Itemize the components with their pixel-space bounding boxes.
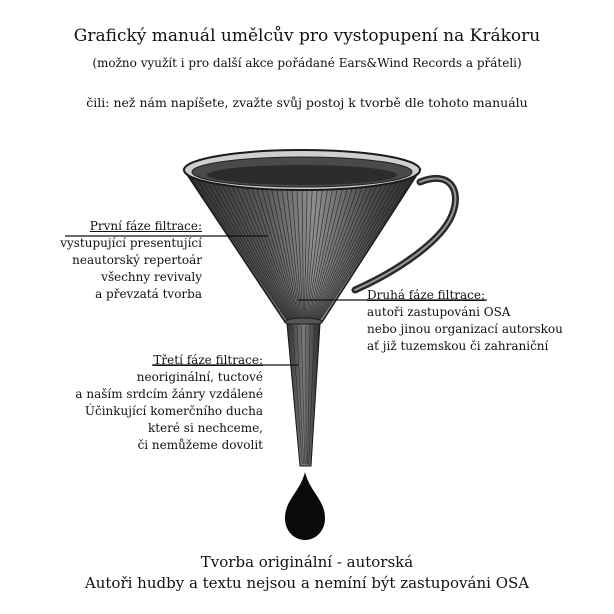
phase3-heading: Třetí fáze filtrace: <box>153 353 263 367</box>
phase3-line: které si nechceme, <box>147 421 263 435</box>
phase3-line: Účinkující komerčního ducha <box>84 404 263 418</box>
phase2-line: nebo jinou organizací autorskou <box>367 322 563 336</box>
phase1-line: neautorský repertoár <box>72 253 202 267</box>
phase3-line: či nemůžeme dovolit <box>137 438 263 452</box>
phase1-line: a převzatá tvorba <box>95 287 202 301</box>
phase3-line: a naším srdcím žánry vzdálené <box>75 387 263 401</box>
phase2-line: autoři zastupováni OSA <box>367 305 511 319</box>
footer-line2: Autoři hudby a textu nejsou a nemíní být zastupováni OSA <box>84 574 530 592</box>
phase2-label <box>367 287 563 355</box>
phase1-heading: První fáze filtrace: <box>89 219 202 233</box>
subtitle: (možno využít i pro další akce pořádané Ears&Wind Records a přáteli) <box>92 56 522 70</box>
phase1-line: vystupující presentující <box>60 236 202 250</box>
page-title: Grafický manuál umělcův pro vystopupení na Krákoru <box>73 26 541 46</box>
footer-line1: Tvorba originální - autorská <box>200 553 414 571</box>
funnel-spout <box>287 324 320 466</box>
phase3-label <box>75 352 263 454</box>
intro-text: čili: než nám napíšete, zvažte svůj postoj k tvorbě dle tohoto manuálu <box>86 95 528 110</box>
phase2-heading: Druhá fáze filtrace: <box>367 288 486 302</box>
phase3-line: neoriginální, tuctové <box>136 370 263 384</box>
drop-icon <box>285 472 325 540</box>
phase1-line: všechny revivaly <box>101 270 202 284</box>
phase2-line: ať již tuzemskou či zahraniční <box>367 339 549 353</box>
phase1-label <box>60 218 202 303</box>
